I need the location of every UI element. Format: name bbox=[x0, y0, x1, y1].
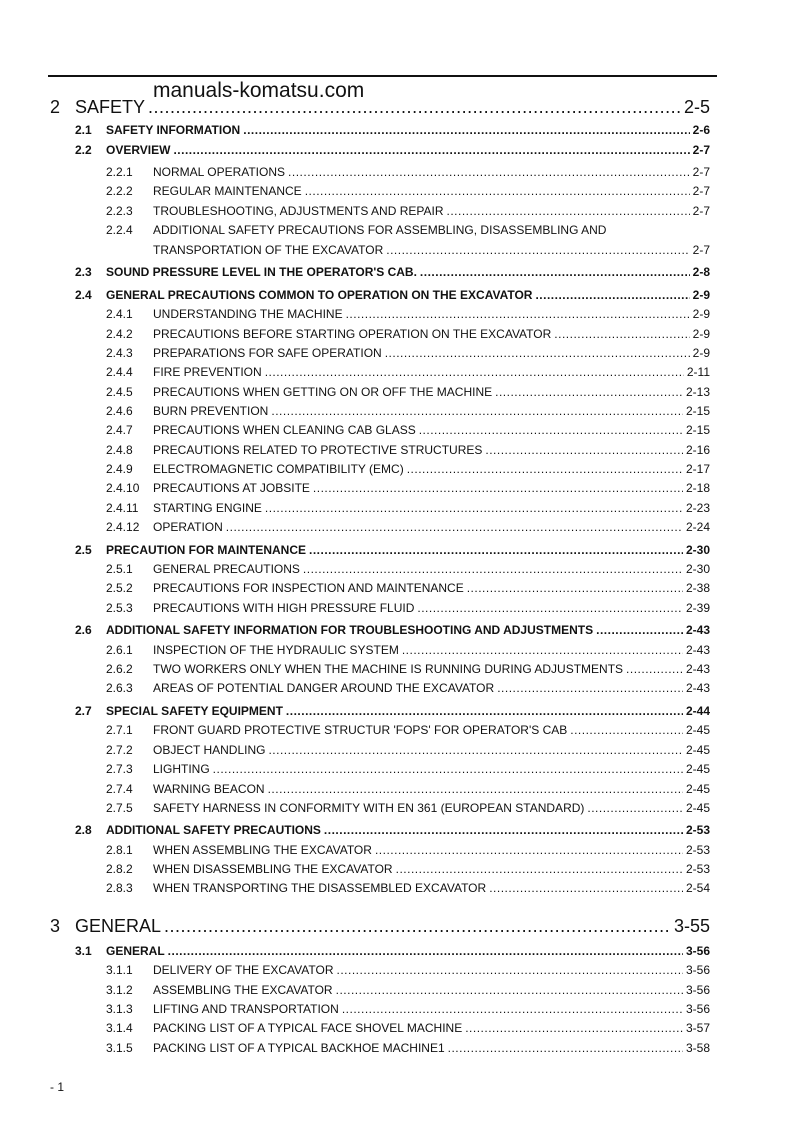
toc-entry[interactable] bbox=[153, 243, 710, 257]
toc-title: STARTING ENGINE bbox=[153, 501, 262, 515]
toc-title: PACKING LIST OF A TYPICAL FACE SHOVEL MACHINE bbox=[153, 1021, 463, 1035]
toc-number: 2.8 bbox=[75, 823, 92, 837]
toc-entry[interactable] bbox=[75, 623, 710, 637]
toc-page: 3-58 bbox=[685, 1041, 710, 1055]
toc-number: 2.6 bbox=[75, 623, 92, 637]
toc-page: 2-7 bbox=[692, 204, 710, 218]
page-number: - 1 bbox=[50, 1080, 65, 1094]
toc-entry[interactable] bbox=[50, 97, 710, 118]
toc-number: 2.3 bbox=[75, 265, 92, 279]
toc-page: 3-57 bbox=[685, 1021, 710, 1035]
toc-entry[interactable] bbox=[106, 165, 710, 179]
toc-page: 3-56 bbox=[685, 983, 710, 997]
toc-entry[interactable] bbox=[106, 743, 710, 757]
toc-number: 2.4.3 bbox=[106, 346, 133, 360]
toc-title: PRECAUTIONS BEFORE STARTING OPERATION ON THE EXCAVATOR bbox=[153, 327, 552, 341]
toc-entry[interactable] bbox=[75, 143, 710, 157]
toc-title: SAFETY bbox=[75, 97, 146, 117]
toc-title: AREAS OF POTENTIAL DANGER AROUND THE EXCAVATOR bbox=[153, 681, 495, 695]
toc-entry[interactable] bbox=[75, 543, 710, 557]
toc-number: 2.6.2 bbox=[106, 662, 133, 676]
dot-leader bbox=[313, 481, 683, 495]
dot-leader bbox=[467, 581, 683, 595]
toc-title: WARNING BEACON bbox=[153, 782, 265, 796]
toc-number: 3.1.3 bbox=[106, 1002, 133, 1016]
dot-leader bbox=[420, 265, 690, 279]
toc-page: 2-45 bbox=[685, 723, 710, 737]
toc-number: 3.1.1 bbox=[106, 963, 133, 977]
toc-page: 2-15 bbox=[685, 423, 710, 437]
dot-leader bbox=[417, 601, 683, 615]
dot-leader bbox=[342, 1002, 683, 1016]
toc-number: 2.2.1 bbox=[106, 165, 133, 179]
toc-number: 2.5.3 bbox=[106, 601, 133, 615]
toc-number: 2.4.9 bbox=[106, 462, 133, 476]
toc-page: 2-9 bbox=[692, 346, 710, 360]
toc-page: 3-56 bbox=[685, 944, 710, 958]
dot-leader bbox=[173, 143, 689, 157]
toc-entry[interactable] bbox=[75, 704, 710, 718]
toc-number: 2.5.1 bbox=[106, 562, 133, 576]
toc-page: 2-53 bbox=[685, 862, 710, 876]
toc-entry[interactable] bbox=[106, 462, 710, 476]
toc-page: 2-15 bbox=[685, 404, 710, 418]
toc-entry[interactable] bbox=[75, 944, 710, 958]
toc-entry[interactable] bbox=[106, 601, 710, 615]
toc-page: 3-56 bbox=[685, 1002, 710, 1016]
toc-entry[interactable] bbox=[106, 643, 710, 657]
dot-leader bbox=[587, 801, 683, 815]
toc-title: WHEN DISASSEMBLING THE EXCAVATOR bbox=[153, 862, 393, 876]
toc-title: UNDERSTANDING THE MACHINE bbox=[153, 307, 343, 321]
dot-leader bbox=[346, 307, 690, 321]
toc-entry[interactable] bbox=[106, 723, 710, 737]
toc-entry[interactable] bbox=[106, 385, 710, 399]
dot-leader bbox=[243, 123, 689, 137]
toc-page: 2-43 bbox=[685, 662, 710, 676]
toc-entry[interactable] bbox=[106, 223, 710, 237]
dot-leader bbox=[309, 543, 683, 557]
toc-number: 2.7.2 bbox=[106, 743, 133, 757]
toc-number: 2.4.2 bbox=[106, 327, 133, 341]
toc-title: PRECAUTIONS WITH HIGH PRESSURE FLUID bbox=[153, 601, 415, 615]
toc-title: PRECAUTIONS WHEN GETTING ON OR OFF THE MACHINE bbox=[153, 385, 493, 399]
toc-number: 2.7.1 bbox=[106, 723, 133, 737]
toc-title: TWO WORKERS ONLY WHEN THE MACHINE IS RUNNING DURING ADJUSTMENTS bbox=[153, 662, 624, 676]
toc-entry[interactable] bbox=[106, 1021, 710, 1035]
toc-entry[interactable] bbox=[106, 423, 710, 437]
toc-number: 3 bbox=[50, 916, 61, 936]
toc-page: 2-45 bbox=[685, 762, 710, 776]
dot-leader bbox=[448, 1041, 683, 1055]
toc-entry[interactable] bbox=[106, 404, 710, 418]
toc-title: SOUND PRESSURE LEVEL IN THE OPERATOR'S CAB. bbox=[106, 265, 417, 279]
dot-leader bbox=[419, 423, 683, 437]
toc-number: 3.1.5 bbox=[106, 1041, 133, 1055]
toc-entry[interactable] bbox=[106, 562, 710, 576]
toc-page: 2-43 bbox=[685, 643, 710, 657]
toc-number: 2.4.6 bbox=[106, 404, 133, 418]
toc-page: 2-17 bbox=[685, 462, 710, 476]
toc-number: 2.2.2 bbox=[106, 184, 133, 198]
toc-number: 2.2 bbox=[75, 143, 92, 157]
toc-title: OBJECT HANDLING bbox=[153, 743, 266, 757]
toc-title: ELECTROMAGNETIC COMPATIBILITY (EMC) bbox=[153, 462, 404, 476]
toc-number: 2 bbox=[50, 97, 61, 117]
toc-page: 2-5 bbox=[683, 97, 710, 117]
toc-title: WHEN ASSEMBLING THE EXCAVATOR bbox=[153, 843, 372, 857]
toc-title: PRECAUTION FOR MAINTENANCE bbox=[106, 543, 306, 557]
toc-page: 2-13 bbox=[685, 385, 710, 399]
toc-page: 2-30 bbox=[685, 562, 710, 576]
toc-page: 2-53 bbox=[685, 843, 710, 857]
toc-entry[interactable] bbox=[106, 662, 710, 676]
dot-leader bbox=[570, 723, 683, 737]
toc-entry[interactable] bbox=[106, 843, 710, 857]
toc-page: 2-7 bbox=[692, 243, 710, 257]
toc-number: 2.4.5 bbox=[106, 385, 133, 399]
toc-number: 2.4.4 bbox=[106, 365, 133, 379]
dot-leader bbox=[485, 443, 683, 457]
toc-number: 2.2.4 bbox=[106, 223, 133, 237]
toc-title: SAFETY INFORMATION bbox=[106, 123, 241, 137]
toc-title: GENERAL PRECAUTIONS bbox=[153, 562, 300, 576]
toc-entry[interactable] bbox=[106, 204, 710, 218]
toc-entry[interactable] bbox=[106, 881, 710, 895]
toc-page: 2-44 bbox=[685, 704, 710, 718]
dot-leader bbox=[626, 662, 683, 676]
toc-page: 2-7 bbox=[692, 165, 710, 179]
toc-page: 2-38 bbox=[685, 581, 710, 595]
toc-title: PRECAUTIONS AT JOBSITE bbox=[153, 481, 310, 495]
toc-number: 2.4.7 bbox=[106, 423, 133, 437]
toc-page: 2-39 bbox=[685, 601, 710, 615]
toc-title: SAFETY HARNESS IN CONFORMITY WITH EN 361 (EUROPEAN STANDARD) bbox=[153, 801, 585, 815]
toc-title: BURN PREVENTION bbox=[153, 404, 269, 418]
dot-leader bbox=[497, 681, 683, 695]
toc-page: 2-23 bbox=[685, 501, 710, 515]
toc-title: TROUBLESHOOTING, ADJUSTMENTS AND REPAIR bbox=[153, 204, 444, 218]
dot-leader bbox=[385, 346, 690, 360]
toc-number: 2.7.5 bbox=[106, 801, 133, 815]
toc-number: 2.4 bbox=[75, 288, 92, 302]
dot-leader bbox=[286, 704, 683, 718]
toc-title: GENERAL bbox=[106, 944, 165, 958]
toc-number: 2.5 bbox=[75, 543, 92, 557]
toc-page: 2-11 bbox=[686, 365, 710, 379]
toc-number: 2.1 bbox=[75, 123, 92, 137]
dot-leader bbox=[305, 184, 690, 198]
toc-entry[interactable] bbox=[106, 762, 710, 776]
dot-leader bbox=[337, 963, 683, 977]
toc-entry[interactable] bbox=[106, 581, 710, 595]
toc-number: 2.4.10 bbox=[106, 481, 140, 495]
toc-entry[interactable] bbox=[106, 184, 710, 198]
toc-title: INSPECTION OF THE HYDRAULIC SYSTEM bbox=[153, 643, 399, 657]
toc-number: 2.4.12 bbox=[106, 520, 140, 534]
toc-page: 2-8 bbox=[692, 265, 710, 279]
toc-entry[interactable] bbox=[106, 327, 710, 341]
toc-number: 3.1 bbox=[75, 944, 92, 958]
toc-page: 2-45 bbox=[685, 782, 710, 796]
toc-entry[interactable] bbox=[75, 288, 710, 302]
dot-leader bbox=[268, 782, 683, 796]
toc-title: NORMAL OPERATIONS bbox=[153, 165, 286, 179]
dot-leader bbox=[495, 385, 683, 399]
toc-entry[interactable] bbox=[106, 501, 710, 515]
toc-title: PACKING LIST OF A TYPICAL BACKHOE MACHINE1 bbox=[153, 1041, 445, 1055]
toc-title: DELIVERY OF THE EXCAVATOR bbox=[153, 963, 334, 977]
toc-page: 2-43 bbox=[685, 681, 710, 695]
toc-entry[interactable] bbox=[106, 681, 710, 695]
toc-title: REGULAR MAINTENANCE bbox=[153, 184, 302, 198]
toc-entry[interactable] bbox=[106, 346, 710, 360]
toc-title: OVERVIEW bbox=[106, 143, 171, 157]
toc-number: 2.2.3 bbox=[106, 204, 133, 218]
dot-leader bbox=[226, 520, 683, 534]
top-rule bbox=[48, 75, 717, 77]
toc-entry[interactable] bbox=[106, 481, 710, 495]
toc-entry[interactable] bbox=[75, 265, 710, 279]
toc-number: 3.1.2 bbox=[106, 983, 133, 997]
toc-page: 2-7 bbox=[692, 184, 710, 198]
toc-page: 3-55 bbox=[673, 916, 710, 936]
toc-entry[interactable] bbox=[106, 1041, 710, 1055]
toc-number: 2.8.3 bbox=[106, 881, 133, 895]
dot-leader bbox=[402, 643, 683, 657]
toc-title: ADDITIONAL SAFETY PRECAUTIONS FOR ASSEMBLING, DISASSEMBLING AND bbox=[153, 223, 607, 237]
toc-title: TRANSPORTATION OF THE EXCAVATOR bbox=[153, 243, 384, 257]
dot-leader bbox=[288, 165, 690, 179]
toc-number: 2.4.11 bbox=[106, 501, 139, 515]
toc-page: 2-16 bbox=[685, 443, 710, 457]
dot-leader bbox=[148, 97, 681, 118]
toc-entry[interactable] bbox=[106, 862, 710, 876]
toc-entry[interactable] bbox=[75, 123, 710, 137]
dot-leader bbox=[375, 843, 683, 857]
dot-leader bbox=[407, 462, 683, 476]
dot-leader bbox=[336, 983, 683, 997]
toc-title: FRONT GUARD PROTECTIVE STRUCTUR 'FOPS' FOR OPERATOR'S CAB bbox=[153, 723, 568, 737]
dot-leader bbox=[303, 562, 683, 576]
dot-leader bbox=[596, 623, 683, 637]
toc-number: 2.4.1 bbox=[106, 307, 133, 321]
dot-leader bbox=[386, 243, 689, 257]
dot-leader bbox=[265, 501, 683, 515]
watermark: manuals-komatsu.com bbox=[153, 79, 365, 102]
toc-page: 2-18 bbox=[685, 481, 710, 495]
toc-number: 3.1.4 bbox=[106, 1021, 133, 1035]
dot-leader bbox=[168, 944, 683, 958]
toc-page: 2-54 bbox=[685, 881, 710, 895]
dot-leader bbox=[489, 881, 683, 895]
dot-leader bbox=[446, 204, 689, 218]
toc-title: ASSEMBLING THE EXCAVATOR bbox=[153, 983, 333, 997]
toc-entry[interactable] bbox=[75, 823, 710, 837]
toc-title: WHEN TRANSPORTING THE DISASSEMBLED EXCAVATOR bbox=[153, 881, 487, 895]
toc-number: 2.7 bbox=[75, 704, 92, 718]
toc-entry[interactable] bbox=[106, 801, 710, 815]
toc-page: 2-6 bbox=[692, 123, 710, 137]
toc-entry[interactable] bbox=[106, 1002, 710, 1016]
toc-title: ADDITIONAL SAFETY INFORMATION FOR TROUBLESHOOTING AND ADJUSTMENTS bbox=[106, 623, 594, 637]
toc-title: PRECAUTIONS RELATED TO PROTECTIVE STRUCTURES bbox=[153, 443, 483, 457]
toc-title: LIFTING AND TRANSPORTATION bbox=[153, 1002, 339, 1016]
dot-leader bbox=[213, 762, 683, 776]
toc-page: 2-53 bbox=[685, 823, 710, 837]
toc-title: LIGHTING bbox=[153, 762, 210, 776]
dot-leader bbox=[396, 862, 683, 876]
toc-page: 2-30 bbox=[685, 543, 710, 557]
toc-page: 2-9 bbox=[692, 288, 710, 302]
toc-entry[interactable] bbox=[106, 365, 710, 379]
dot-leader bbox=[268, 743, 683, 757]
toc-entry[interactable] bbox=[106, 443, 710, 457]
toc-entry[interactable] bbox=[106, 307, 710, 321]
toc-number: 2.7.3 bbox=[106, 762, 133, 776]
toc-page: 2-24 bbox=[685, 520, 710, 534]
dot-leader bbox=[271, 404, 683, 418]
toc-entry[interactable] bbox=[106, 963, 710, 977]
toc-page: 3-56 bbox=[685, 963, 710, 977]
toc-title: GENERAL bbox=[75, 916, 162, 936]
toc-title: ADDITIONAL SAFETY PRECAUTIONS bbox=[106, 823, 321, 837]
toc-page: 2-7 bbox=[692, 143, 710, 157]
toc-title: SPECIAL SAFETY EQUIPMENT bbox=[106, 704, 283, 718]
toc-title: FIRE PREVENTION bbox=[153, 365, 262, 379]
toc-number: 2.7.4 bbox=[106, 782, 133, 796]
toc-number: 2.8.2 bbox=[106, 862, 133, 876]
dot-leader bbox=[164, 916, 671, 937]
toc-number: 2.5.2 bbox=[106, 581, 133, 595]
toc-page: 2-9 bbox=[692, 327, 710, 341]
toc-page: 2-43 bbox=[685, 623, 710, 637]
toc-entry[interactable] bbox=[106, 782, 710, 796]
toc-title: PREPARATIONS FOR SAFE OPERATION bbox=[153, 346, 382, 360]
toc-title: GENERAL PRECAUTIONS COMMON TO OPERATION ON THE EXCAVATOR bbox=[106, 288, 533, 302]
dot-leader bbox=[324, 823, 683, 837]
dot-leader bbox=[535, 288, 689, 302]
toc-entry[interactable] bbox=[106, 520, 710, 534]
toc-title: PRECAUTIONS WHEN CLEANING CAB GLASS bbox=[153, 423, 416, 437]
toc-number: 2.6.1 bbox=[106, 643, 133, 657]
toc-entry[interactable] bbox=[106, 983, 710, 997]
dot-leader bbox=[554, 327, 689, 341]
toc-page: 2-45 bbox=[685, 743, 710, 757]
toc-title: PRECAUTIONS FOR INSPECTION AND MAINTENANCE bbox=[153, 581, 464, 595]
toc-page: 2-9 bbox=[692, 307, 710, 321]
dot-leader bbox=[265, 365, 684, 379]
toc-page: 2-45 bbox=[685, 801, 710, 815]
toc-title: OPERATION bbox=[153, 520, 223, 534]
toc-number: 2.8.1 bbox=[106, 843, 133, 857]
toc-entry[interactable] bbox=[50, 916, 710, 937]
toc-number: 2.6.3 bbox=[106, 681, 133, 695]
dot-leader bbox=[465, 1021, 683, 1035]
toc-number: 2.4.8 bbox=[106, 443, 133, 457]
